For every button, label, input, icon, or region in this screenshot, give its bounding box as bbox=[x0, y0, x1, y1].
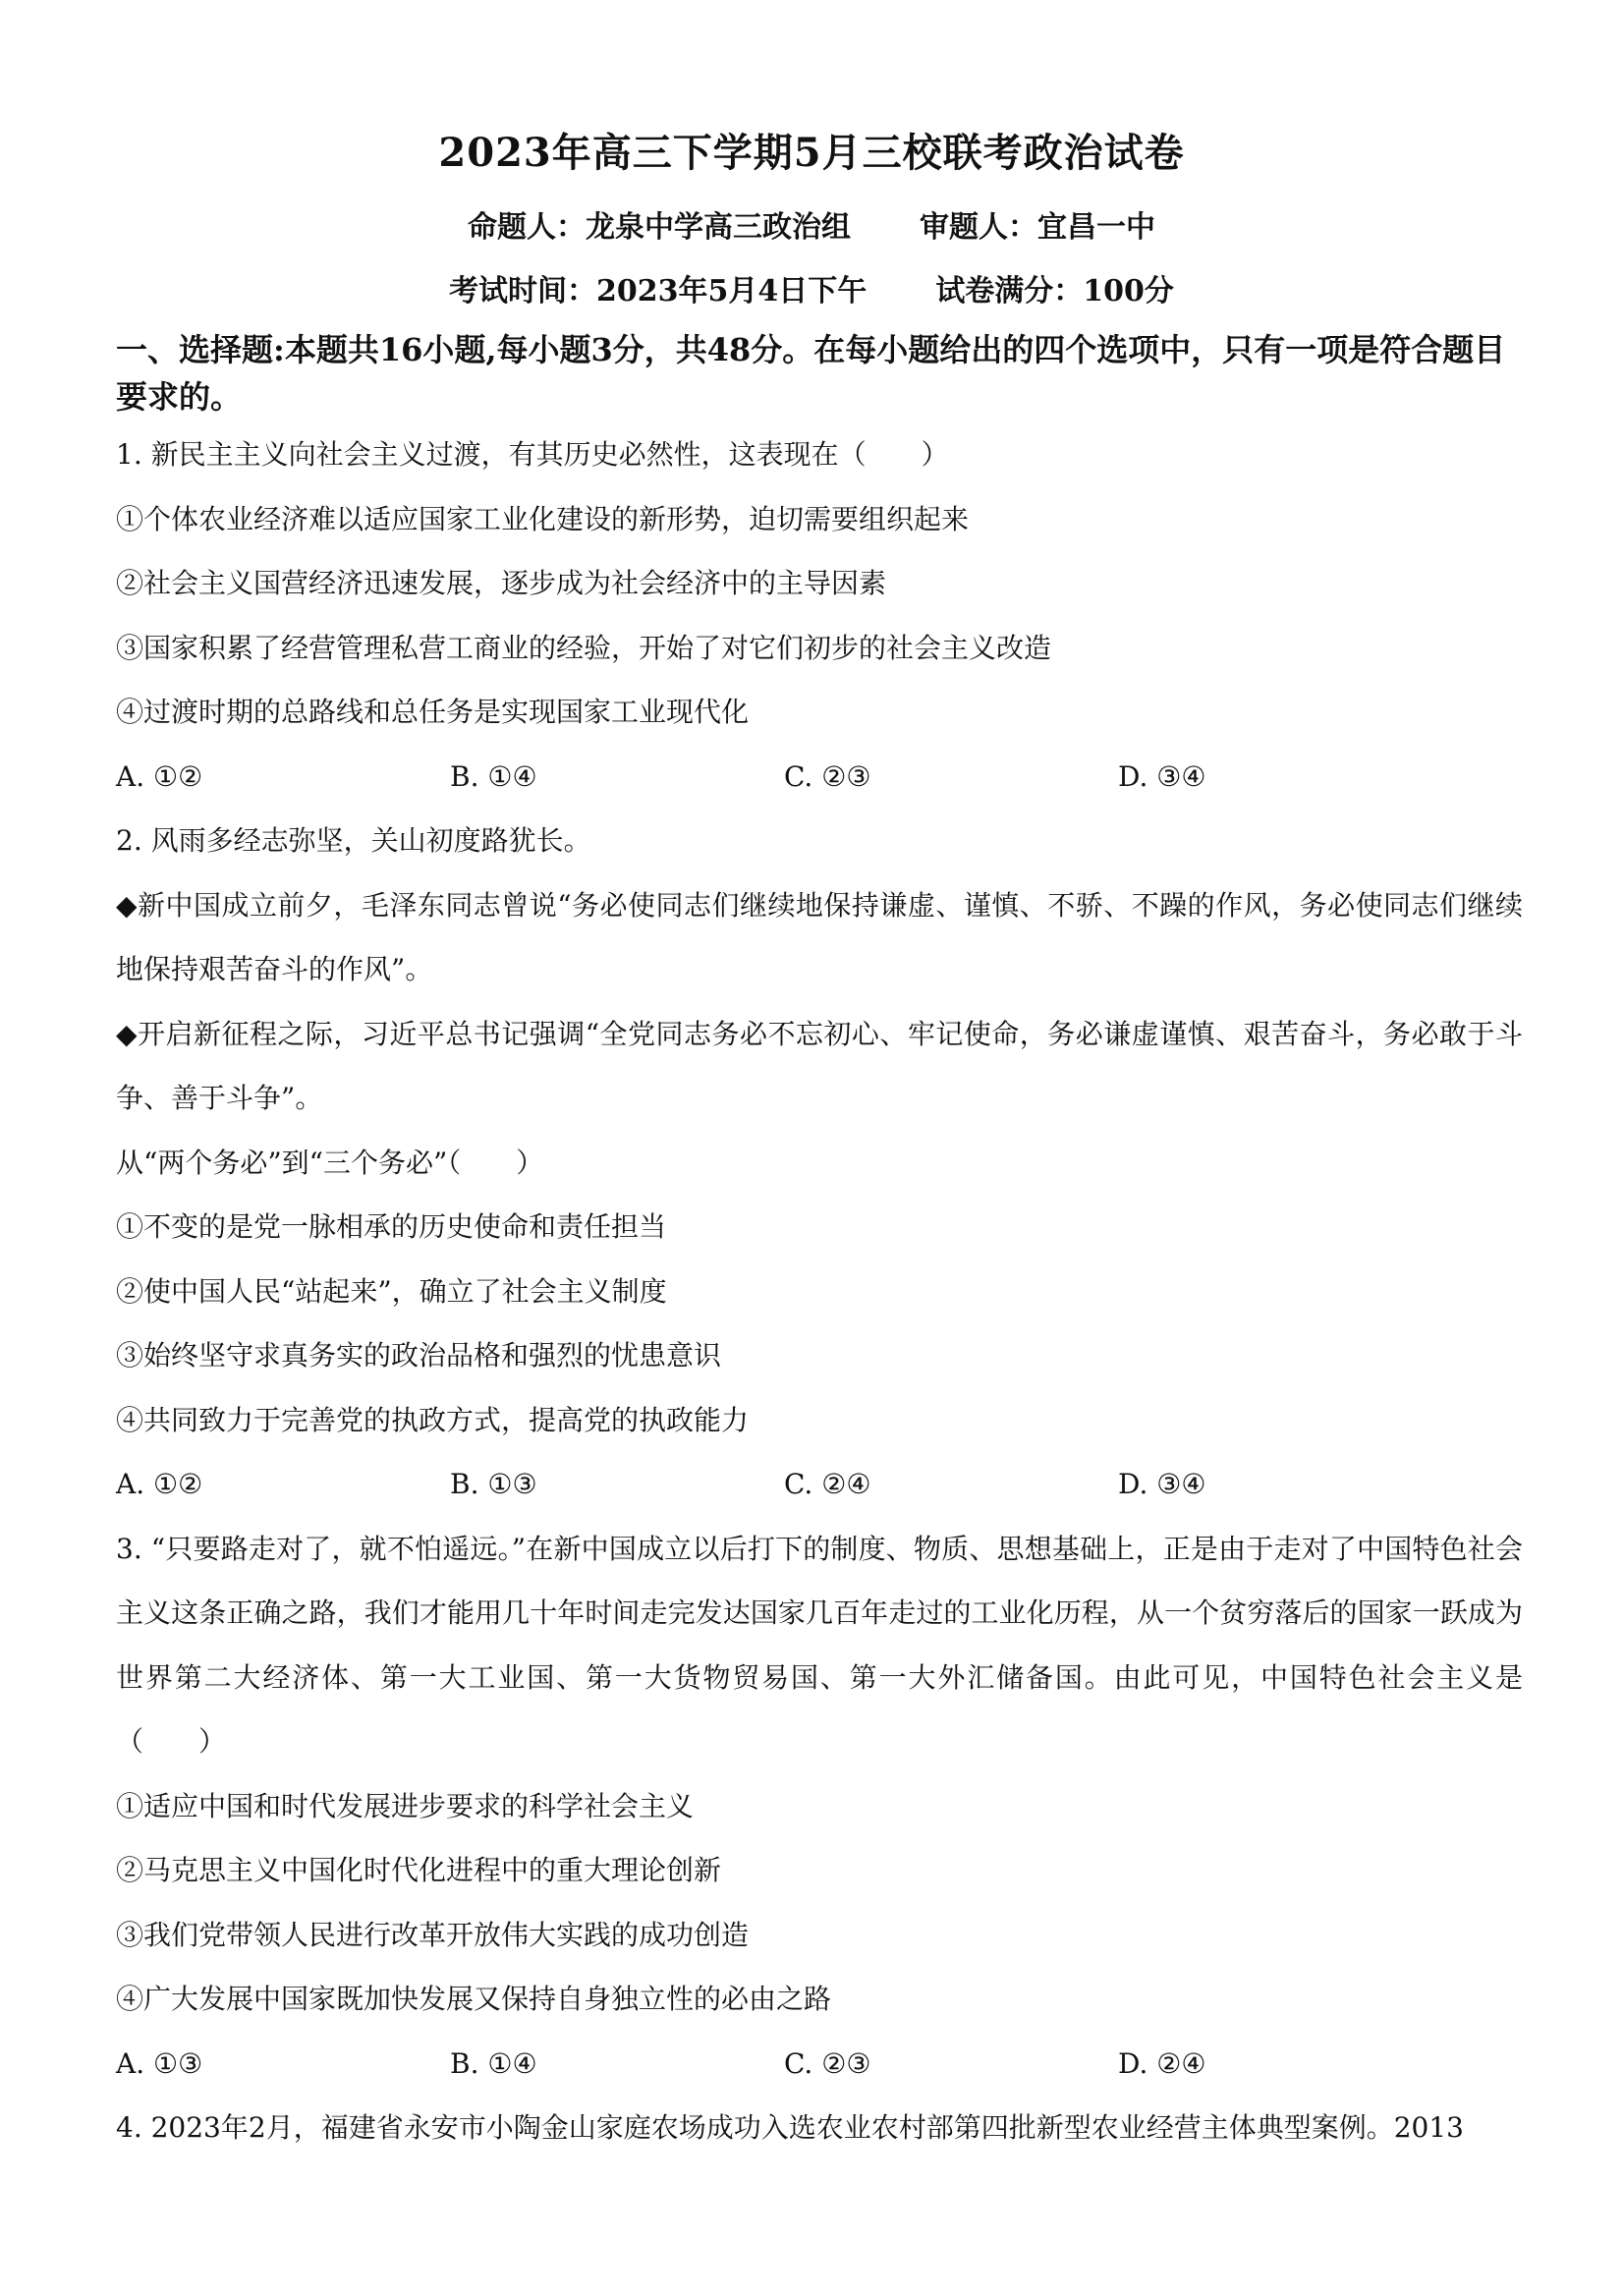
option-b[interactable]: B. ①③ bbox=[450, 1468, 537, 1500]
option-b[interactable]: B. ①④ bbox=[450, 2046, 537, 2080]
question-2-question: 从“两个务必”到“三个务必”（ ） bbox=[116, 1146, 544, 1179]
question-1-item-1: ①个体农业经济难以适应国家工业化建设的新形势，迫切需要组织起来 bbox=[116, 502, 970, 535]
question-1-stem: 1. 新民主主义向社会主义过渡，有其历史必然性，这表现在（ ） bbox=[116, 438, 949, 471]
option-c[interactable]: C. ②③ bbox=[784, 759, 871, 793]
question-2-item-4: ④共同致力于完善党的执政方式，提高党的执政能力 bbox=[116, 1403, 750, 1436]
full-score-text: 试卷满分：100分 bbox=[935, 274, 1174, 308]
question-2-item-3: ③始终坚守求真务实的政治品格和强烈的忧患意识 bbox=[116, 1339, 722, 1372]
option-b[interactable]: B. ①④ bbox=[450, 759, 537, 793]
option-a[interactable]: A. ①② bbox=[116, 1468, 203, 1500]
option-d[interactable]: D. ③④ bbox=[1118, 759, 1206, 793]
question-list bbox=[116, 422, 1523, 2160]
time-line bbox=[0, 272, 1623, 311]
option-c[interactable]: C. ②④ bbox=[784, 1468, 871, 1500]
question-3-options bbox=[116, 2032, 1523, 2097]
question-2-options bbox=[116, 1452, 1523, 1517]
question-2-quote-1: ◆新中国成立前夕，毛泽东同志曾说“务必使同志们继续地保持谦虚、谨慎、不骄、不躁的作风，务必使同志们继续地保持艰苦奋斗的作风”。 bbox=[116, 888, 1523, 985]
option-a[interactable]: A. ①③ bbox=[116, 2046, 203, 2080]
option-a[interactable]: A. ①② bbox=[116, 759, 203, 793]
option-c[interactable]: C. ②③ bbox=[784, 2046, 871, 2080]
reviewer-text: 审题人：宜昌一中 bbox=[920, 210, 1155, 245]
question-3-item-3: ③我们党带领人民进行改革开放伟大实践的成功创造 bbox=[116, 1918, 750, 1951]
question-3-item-2: ②马克思主义中国化时代化进程中的重大理论创新 bbox=[116, 1854, 722, 1886]
question-4-stem: 4. 2023年2月，福建省永安市小陶金山家庭农场成功入选农业农村部第四批新型农业经营主体典型案例。2013 bbox=[116, 2111, 1464, 2144]
question-1-options bbox=[116, 745, 1523, 810]
question-1-item-4: ④过渡时期的总路线和总任务是实现国家工业现代化 bbox=[116, 696, 750, 728]
question-2-stem: 2. 风雨多经志弥坚，关山初度路犹长。 bbox=[116, 824, 591, 857]
question-2-item-1: ①不变的是党一脉相承的历史使命和责任担当 bbox=[116, 1210, 667, 1243]
option-d[interactable]: D. ②④ bbox=[1118, 2046, 1206, 2080]
author-line bbox=[0, 208, 1623, 248]
question-2-quote-2: ◆开启新征程之际，习近平总书记强调“全党同志务必不忘初心、牢记使命，务必谦虚谨慎、艰苦奋斗，务必敢于斗争、善于斗争”。 bbox=[116, 1017, 1523, 1114]
question-3-stem: 3. “只要路走对了，就不怕遥远。”在新中国成立以后打下的制度、物质、思想基础上，正是由于走对了中国特色社会主义这条正确之路，我们才能用几十年时间走完发达国家几百年走过的工业化历程，从一个贫穷落后的国家一跃成为世界第二大经济体、第一大工业国、第一大货物贸易国、第一大外汇储备国。由此可见，中国特色社会主义是（ ） bbox=[116, 1532, 1523, 1758]
option-d[interactable]: D. ③④ bbox=[1118, 1468, 1206, 1500]
question-1-item-3: ③国家积累了经营管理私营工商业的经验，开始了对它们初步的社会主义改造 bbox=[116, 631, 1052, 664]
author-text: 命题人：龙泉中学高三政治组 bbox=[468, 210, 851, 245]
question-3-item-1: ①适应中国和时代发展进步要求的科学社会主义 bbox=[116, 1789, 695, 1822]
question-1-item-2: ②社会主义国营经济迅速发展，逐步成为社会经济中的主导因素 bbox=[116, 567, 887, 599]
question-3-item-4: ④广大发展中国家既加快发展又保持自身独立性的必由之路 bbox=[116, 1983, 832, 2015]
question-2-item-2: ②使中国人民“站起来”，确立了社会主义制度 bbox=[116, 1274, 667, 1308]
section-heading: 一、选择题:本题共16小题,每小题3分，共48分。在每小题给出的四个选项中，只有一项是符合题目要求的。 bbox=[116, 331, 1506, 416]
exam-title: 2023年高三下学期5月三校联考政治试卷 bbox=[438, 130, 1185, 176]
exam-time-text: 考试时间：2023年5月4日下午 bbox=[449, 274, 867, 308]
